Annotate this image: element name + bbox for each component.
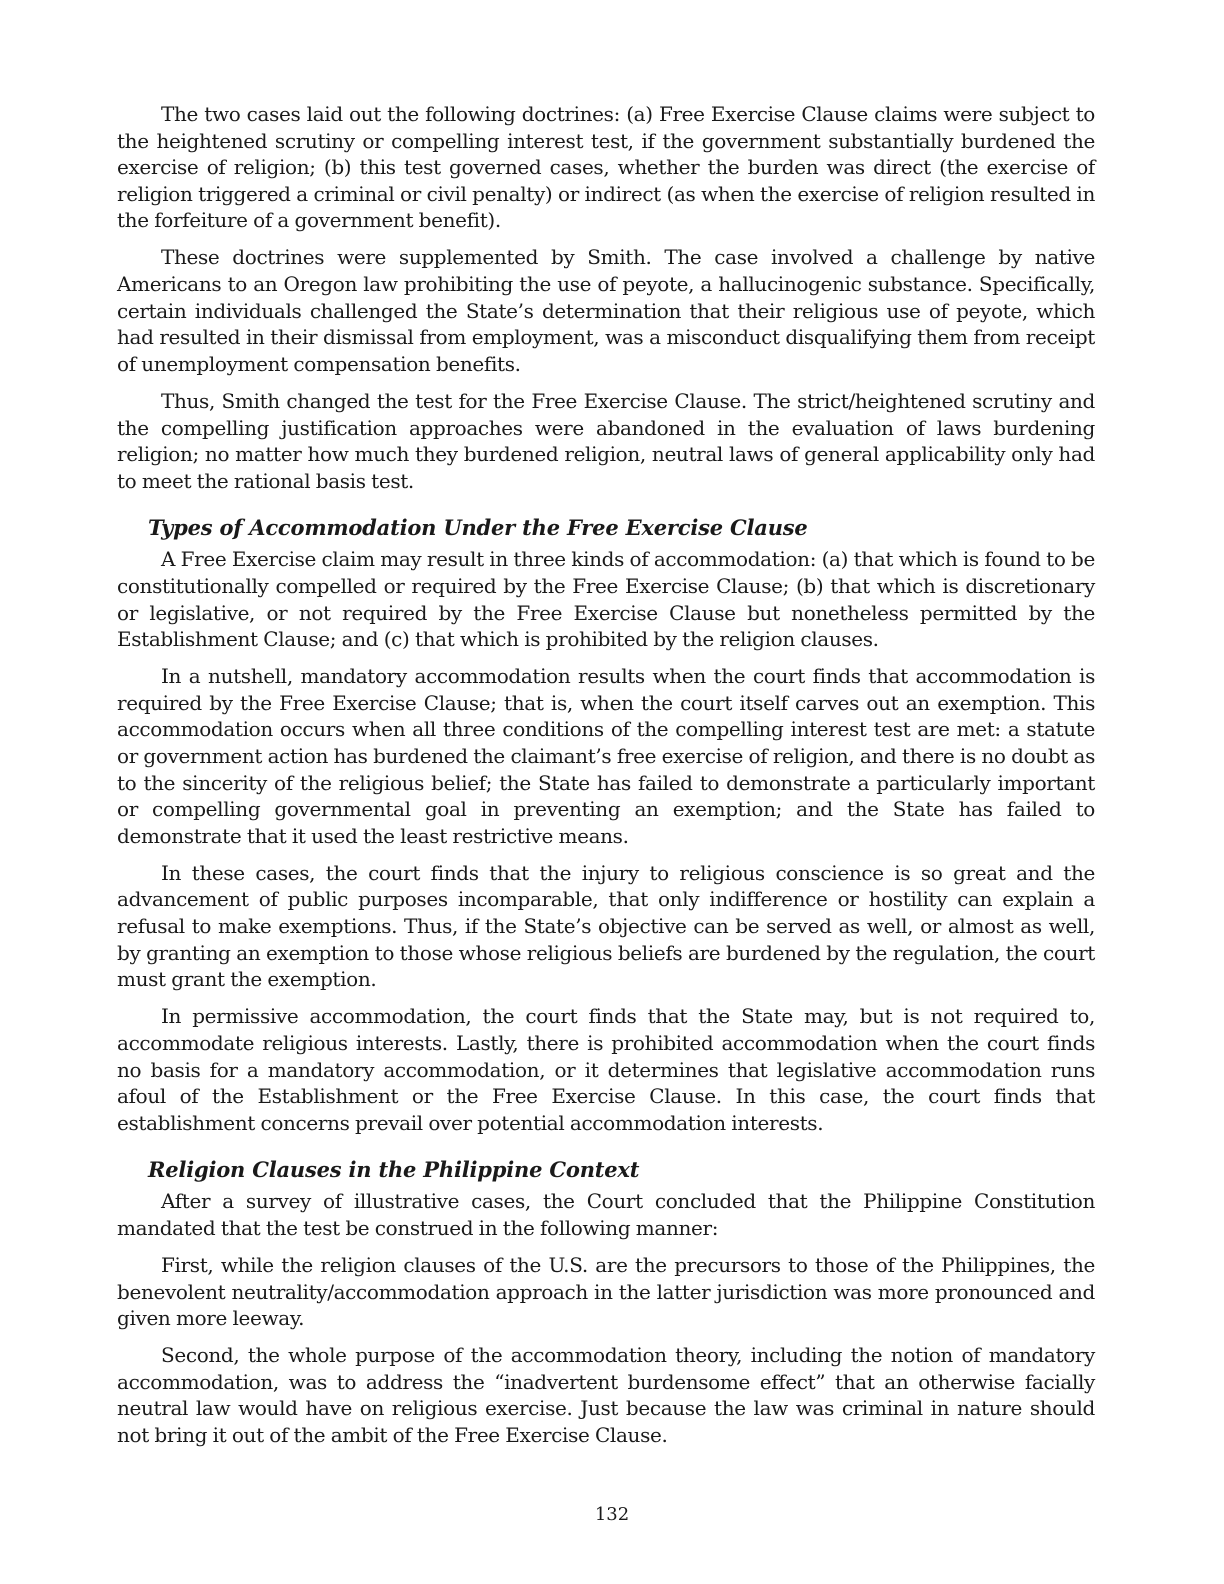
paragraph: In permissive accommodation, the court finds that the State may, but is not required to, accommodate religious interests. Lastly, there is prohibited accommodation when the court finds no basis for a mandatory accommodation, or it determines that legislative accommodation runs afoul of the Establishment or the Free Exercise Clause. In this case, the court finds that establishment concerns prevail over potential accommodation interests.	[117, 1004, 1095, 1135]
paragraph: The two cases laid out the following doctrines: (a) Free Exercise Clause claims were subject to the heightened scrutiny or compelling interest test, if the government substantially burdened the exercise of religion; (b) this test governed cases, whether the burden was direct (the exercise of religion triggered a criminal or civil penalty) or indirect (as when the exercise of religion resulted in the forfeiture of a government benefit).	[117, 102, 1095, 233]
section-heading: Types of Accommodation Under the Free Exercise Clause	[148, 515, 808, 541]
paragraph: Second, the whole purpose of the accommodation theory, including the notion of mandatory accommodation, was to address the “inadvertent burdensome effect” that an otherwise facially neutral law would have on religious exercise. Just because the law was criminal in nature should not bring it out of the ambit of the Free Exercise Clause.	[117, 1343, 1095, 1448]
paragraph: In these cases, the court finds that the injury to religious conscience is so great and the advancement of public purposes incomparable, that only indifference or hostility can explain a refusal to make exemptions. Thus, if the State’s objective can be served as well, or almost as well, by granting an exemption to those whose religious beliefs are burdened by the regulation, the court must grant the exemption.	[117, 860, 1095, 992]
paragraph: Thus, Smith changed the test for the Free Exercise Clause. The strict/heightened scrutiny and the compelling justification approaches were abandoned in the evaluation of laws burdening religion; no matter how much they burdened religion, neutral laws of general applicability only had to meet the rational basis test.	[117, 388, 1095, 493]
paragraph: First, while the religion clauses of the U.S. are the precursors to those of the Philippines, the benevolent neutrality/accommodation approach in the latter jurisdiction was more pronounced and given more leeway.	[117, 1252, 1095, 1331]
document-page	[117, 101, 1095, 1459]
paragraph: After a survey of illustrative cases, the Court concluded that the Philippine Constitution mandated that the test be construed in the following manner:	[117, 1189, 1095, 1240]
paragraph: These doctrines were supplemented by Smith. The case involved a challenge by native Americans to an Oregon law prohibiting the use of peyote, a hallucinogenic substance. Specifically, certain individuals challenged the State’s determination that their religious use of peyote, which had resulted in their dismissal from employment, was a misconduct disqualifying them from receipt of unemployment compensation benefits.	[117, 245, 1095, 376]
section-heading: Religion Clauses in the Philippine Context	[148, 1157, 640, 1183]
paragraph: A Free Exercise claim may result in three kinds of accommodation: (a) that which is found to be constitutionally compelled or required by the Free Exercise Clause; (b) that which is discretionary or legislative, or not required by the Free Exercise Clause but nonetheless permitted by the Establishment Clause; and (c) that which is prohibited by the religion clauses.	[117, 547, 1095, 652]
paragraph: In a nutshell, mandatory accommodation results when the court finds that accommodation is required by the Free Exercise Clause; that is, when the court itself carves out an exemption. This accommodation occurs when all three conditions of the compelling interest test are met: a statute or government action has burdened the claimant’s free exercise of religion, and there is no doubt as to the sincerity of the religious belief; the State has failed to demonstrate a particularly important or compelling governmental goal in preventing an exemption; and the State has failed to demonstrate that it used the least restrictive means.	[117, 664, 1095, 848]
page-number: 132	[594, 1504, 630, 1525]
